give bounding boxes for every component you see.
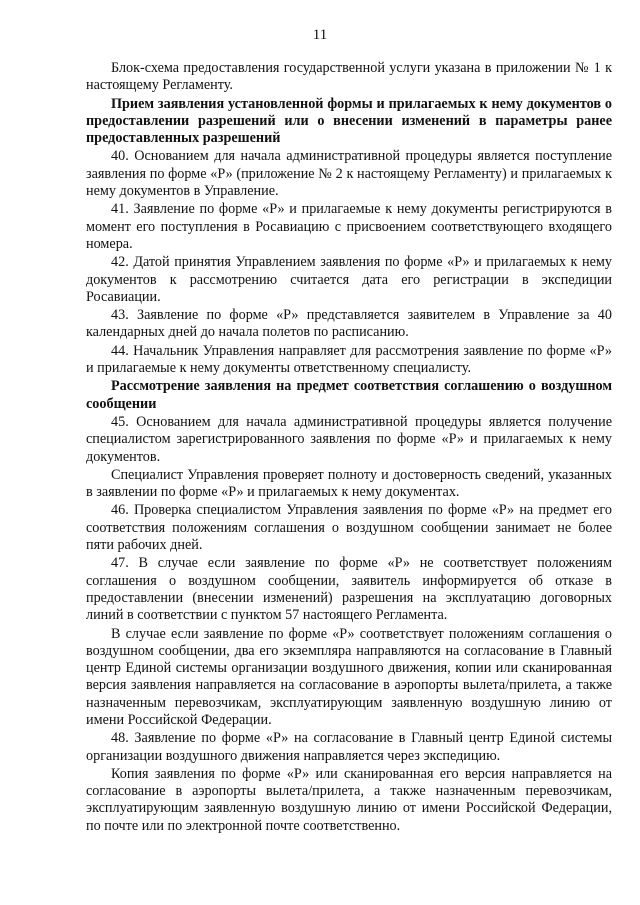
page-number: 11: [312, 27, 328, 43]
paragraph-45: 45. Основанием для начала административной процедуры является получение специалистом зарегистрированного заявления по форме «Р» и прилагаемых к нему документов.: [86, 413, 612, 465]
paragraph-40: 40. Основанием для начала административной процедуры является поступление заявления по форме «Р» (приложение № 2 к настоящему Регламенту) и прилагаемых к нему документов в Управление.: [86, 148, 612, 200]
section-heading-application-intake: Прием заявления установленной формы и прилагаемых к нему документов о предоставлении разрешений или о внесении изменений в параметры ранее предоставленных разрешений: [86, 95, 612, 147]
section-heading-review: Рассмотрение заявления на предмет соответствия соглашению о воздушном сообщении: [86, 378, 612, 412]
paragraph-45-specialist: Специалист Управления проверяет полноту и достоверность сведений, указанных в заявлении по форме «Р» и прилагаемых к нему документах.: [86, 466, 612, 501]
paragraph-48: 48. Заявление по форме «Р» на согласование в Главный центр Единой системы организации воздушного движения направляется через экспедицию.: [86, 730, 612, 764]
document-body: [86, 60, 612, 835]
paragraph-46: 46. Проверка специалистом Управления заявления по форме «Р» на предмет его соответствия положениям соглашения о воздушном сообщении занимает не более пяти рабочих дней.: [86, 502, 612, 554]
paragraph-47: 47. В случае если заявление по форме «Р» не соответствует положениям соглашения о воздушном сообщении, заявитель информируется об отказе в предоставлении (внесении изменений) разрешения на эксплуатацию договорных линий в соответствии с пунктом 57 настоящего Регламента.: [86, 555, 612, 624]
paragraph-44: 44. Начальник Управления направляет для рассмотрения заявление по форме «Р» и прилагаемые к нему документы ответственному специалисту.: [86, 342, 612, 377]
paragraph-43: 43. Заявление по форме «Р» представляется заявителем в Управление за 40 календарных дней до начала полетов по расписанию.: [86, 307, 612, 341]
paragraph-48-copy: Копия заявления по форме «Р» или сканированная его версия направляется на согласование в аэропорты вылета/прилета, а также назначенным перевозчикам, эксплуатирующим заявленную воздушную линию от имени Российской Федерации, по почте или по электронной почте соответственно.: [86, 765, 612, 834]
paragraph-42: 42. Датой принятия Управлением заявления по форме «Р» и прилагаемых к нему документов к рассмотрению считается дата его регистрации в экспедиции Росавиации.: [86, 254, 612, 305]
paragraph-47-compliant: В случае если заявление по форме «Р» соответствует положениям соглашения о воздушном сообщении, два его экземпляра направляются на согласование в Главный центр Единой системы организации воздушного движения, копии или сканированная версия заявления направляется на согласование в аэропорты вылета/прилета, а также назначенным перевозчикам, эксплуатирующим заявленную воздушную линию от имени Российской Федерации.: [86, 625, 612, 728]
paragraph-41: 41. Заявление по форме «Р» и прилагаемые к нему документы регистрируются в момент его поступления в Росавиацию с присвоением соответствующего входящего номера.: [86, 201, 612, 252]
paragraph-block-scheme: Блок-схема предоставления государственной услуги указана в приложении № 1 к настоящему Регламенту.: [86, 60, 612, 94]
